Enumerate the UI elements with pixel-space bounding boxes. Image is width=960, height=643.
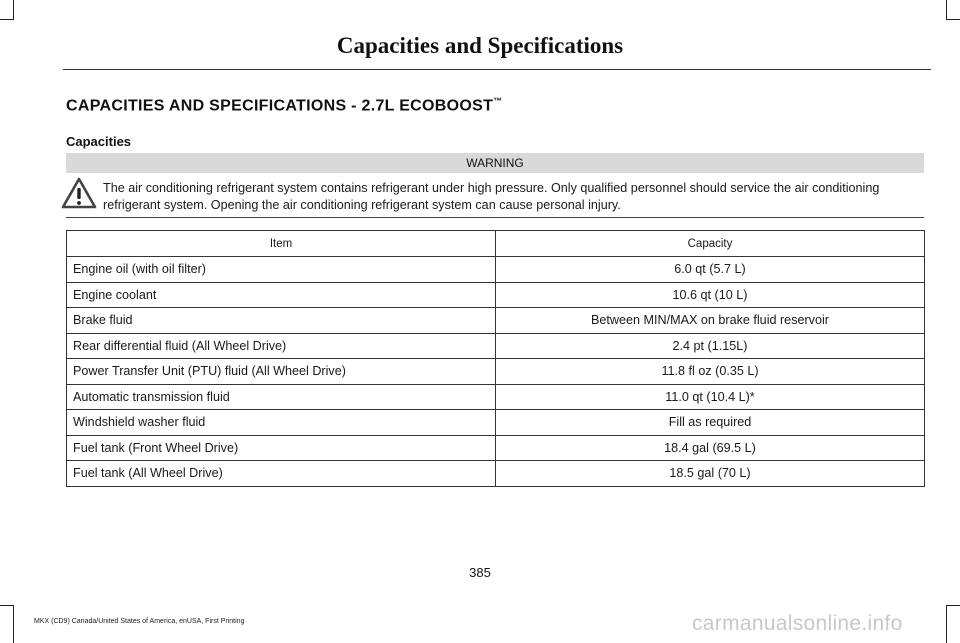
crop-mark bbox=[946, 0, 947, 20]
item-cell: Windshield washer fluid bbox=[67, 410, 496, 436]
warning-text: The air conditioning refrigerant system contains refrigerant under high pressure. Only qualified personnel should service the air conditioning refrigerant system. Opening the air conditioning refrigerant system can cause personal injury. bbox=[103, 181, 880, 212]
item-cell: Brake fluid bbox=[67, 308, 496, 334]
item-cell: Engine coolant bbox=[67, 282, 496, 308]
capacity-cell: 2.4 pt (1.15L) bbox=[496, 333, 925, 359]
item-cell: Engine oil (with oil filter) bbox=[67, 257, 496, 283]
item-cell: Fuel tank (Front Wheel Drive) bbox=[67, 435, 496, 461]
capacity-cell: 18.4 gal (69.5 L) bbox=[496, 435, 925, 461]
crop-mark bbox=[0, 605, 14, 606]
capacity-cell: 11.8 fl oz (0.35 L) bbox=[496, 359, 925, 385]
capacities-subheading: Capacities bbox=[66, 134, 132, 149]
table-row bbox=[67, 333, 925, 359]
warning-label-bar: WARNING bbox=[66, 153, 924, 173]
capacity-cell: 11.0 qt (10.4 L)* bbox=[496, 384, 925, 410]
crop-mark bbox=[946, 19, 960, 20]
page-number: 385 bbox=[469, 565, 491, 580]
table-row bbox=[67, 282, 925, 308]
capacities-table bbox=[66, 230, 925, 487]
header-divider bbox=[63, 69, 931, 70]
watermark-link[interactable]: carmanualsonline.info bbox=[692, 612, 903, 635]
table-row bbox=[67, 461, 925, 487]
section-title bbox=[66, 96, 502, 115]
item-cell: Fuel tank (All Wheel Drive) bbox=[67, 461, 496, 487]
trademark-symbol: ™ bbox=[493, 96, 503, 106]
capacity-cell: Between MIN/MAX on brake fluid reservoir bbox=[496, 308, 925, 334]
crop-mark bbox=[946, 605, 960, 606]
table-row bbox=[67, 410, 925, 436]
edition-footer: MKX (CD9) Canada/United States of America, enUSA, First Printing bbox=[34, 618, 245, 625]
warning-triangle-icon bbox=[60, 176, 98, 210]
column-header-item: Item bbox=[67, 231, 496, 257]
crop-mark bbox=[13, 605, 14, 643]
item-cell: Power Transfer Unit (PTU) fluid (All Wheel Drive) bbox=[67, 359, 496, 385]
capacity-cell: 18.5 gal (70 L) bbox=[496, 461, 925, 487]
page-header-title: Capacities and Specifications bbox=[336, 33, 624, 58]
capacity-cell: 10.6 qt (10 L) bbox=[496, 282, 925, 308]
table-row bbox=[67, 359, 925, 385]
warning-divider bbox=[66, 217, 924, 218]
column-header-capacity: Capacity bbox=[496, 231, 925, 257]
table-row bbox=[67, 435, 925, 461]
item-cell: Automatic transmission fluid bbox=[67, 384, 496, 410]
table-header-row bbox=[67, 231, 925, 257]
capacity-cell: 6.0 qt (5.7 L) bbox=[496, 257, 925, 283]
crop-mark bbox=[0, 19, 14, 20]
table-row bbox=[67, 384, 925, 410]
section-title-text: CAPACITIES AND SPECIFICATIONS - 2.7L ECOBOOST bbox=[66, 97, 494, 115]
crop-mark bbox=[946, 605, 947, 643]
table-row bbox=[67, 257, 925, 283]
crop-mark bbox=[13, 0, 14, 20]
capacity-cell: Fill as required bbox=[496, 410, 925, 436]
item-cell: Rear differential fluid (All Wheel Drive) bbox=[67, 333, 496, 359]
table-row bbox=[67, 308, 925, 334]
